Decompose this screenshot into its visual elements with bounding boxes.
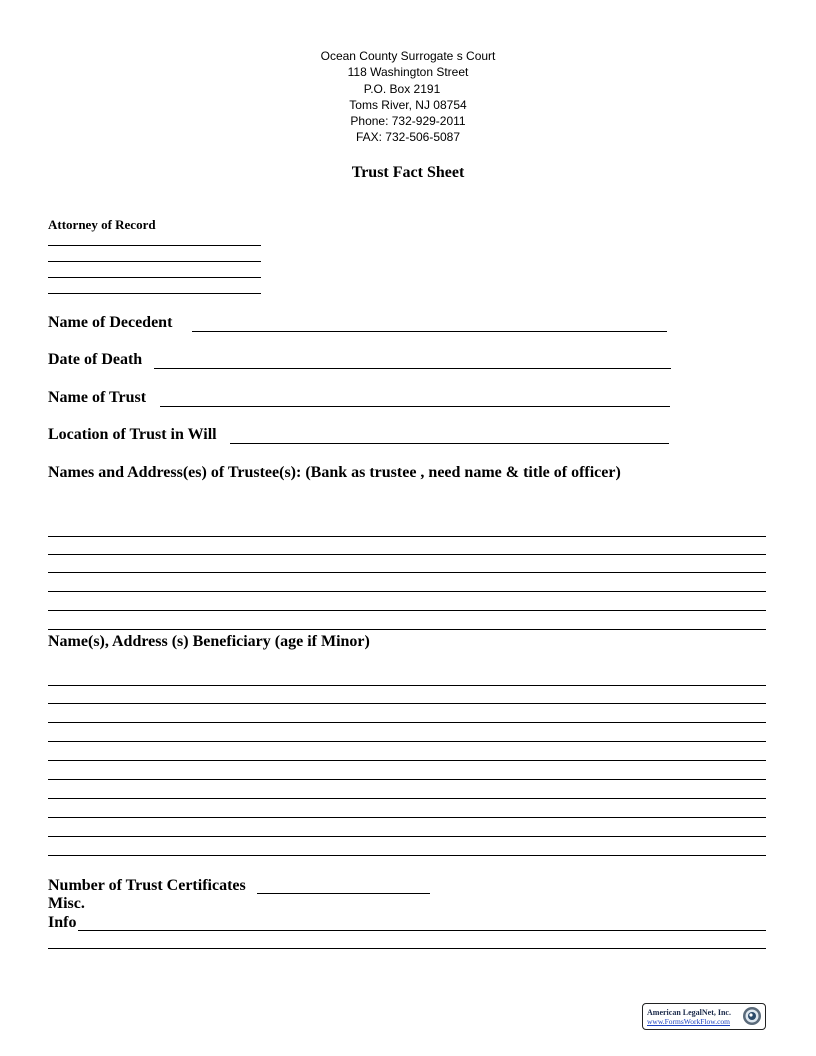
beneficiary-line-6[interactable] xyxy=(48,779,766,780)
page-title: Trust Fact Sheet xyxy=(351,164,465,181)
court-fax: FAX: 732-506-5087 xyxy=(355,130,461,145)
attorney-line-2[interactable] xyxy=(48,261,261,262)
court-address-block xyxy=(0,48,816,146)
date-of-death-label: Date of Death xyxy=(48,351,143,368)
trust-name-input-line[interactable] xyxy=(160,406,670,407)
beneficiary-line-9[interactable] xyxy=(48,836,766,837)
court-po-box: P.O. Box 2191 xyxy=(363,81,441,96)
misc-label: Misc. xyxy=(48,895,85,912)
attorney-line-4[interactable] xyxy=(48,293,261,294)
beneficiary-line-8[interactable] xyxy=(48,817,766,818)
trust-name-label: Name of Trust xyxy=(48,389,147,406)
beneficiary-label: Name(s), Address (s) Beneficiary (age if Minor) xyxy=(48,633,370,650)
logo-company-name: American LegalNet, Inc. xyxy=(647,1008,731,1017)
beneficiary-line-2[interactable] xyxy=(48,703,766,704)
beneficiary-line-1[interactable] xyxy=(48,685,766,686)
trust-location-label: Location of Trust in Will xyxy=(48,426,217,443)
court-phone: Phone: 732-929-2011 xyxy=(350,114,466,129)
info-label: Info xyxy=(48,914,77,931)
trustees-label: Names and Address(es) of Trustee(s): (Bank as trustee , need name & title of officer) xyxy=(48,464,621,481)
info-line-2[interactable] xyxy=(48,948,766,949)
attorney-line-3[interactable] xyxy=(48,277,261,278)
trustee-line-1[interactable] xyxy=(48,536,766,537)
attorney-line-1[interactable] xyxy=(48,245,261,246)
certificates-label: Number of Trust Certificates xyxy=(48,877,246,894)
logo-url-link[interactable]: www.FormsWorkFlow.com xyxy=(647,1017,731,1026)
trustee-line-5[interactable] xyxy=(48,610,766,611)
trustee-line-4[interactable] xyxy=(48,591,766,592)
decedent-input-line[interactable] xyxy=(192,331,667,332)
certificates-input-line[interactable] xyxy=(257,893,430,894)
beneficiary-line-5[interactable] xyxy=(48,760,766,761)
court-name: Ocean County Surrogate s Court xyxy=(320,49,496,63)
beneficiary-line-3[interactable] xyxy=(48,722,766,723)
date-of-death-input-line[interactable] xyxy=(154,368,671,369)
info-input-line[interactable] xyxy=(78,930,766,931)
trustee-line-2[interactable] xyxy=(48,554,766,555)
beneficiary-line-10[interactable] xyxy=(48,855,766,856)
beneficiary-line-4[interactable] xyxy=(48,741,766,742)
american-legalnet-logo xyxy=(642,1003,766,1030)
trustee-line-6[interactable] xyxy=(48,629,766,630)
court-street: 118 Washington Street xyxy=(347,65,469,80)
globe-icon xyxy=(742,1006,762,1026)
attorney-of-record-label: Attorney of Record xyxy=(48,217,156,232)
decedent-label: Name of Decedent xyxy=(48,314,173,331)
trustee-line-3[interactable] xyxy=(48,572,766,573)
beneficiary-line-7[interactable] xyxy=(48,798,766,799)
court-city: Toms River, NJ 08754 xyxy=(349,97,467,112)
trust-location-input-line[interactable] xyxy=(230,443,669,444)
